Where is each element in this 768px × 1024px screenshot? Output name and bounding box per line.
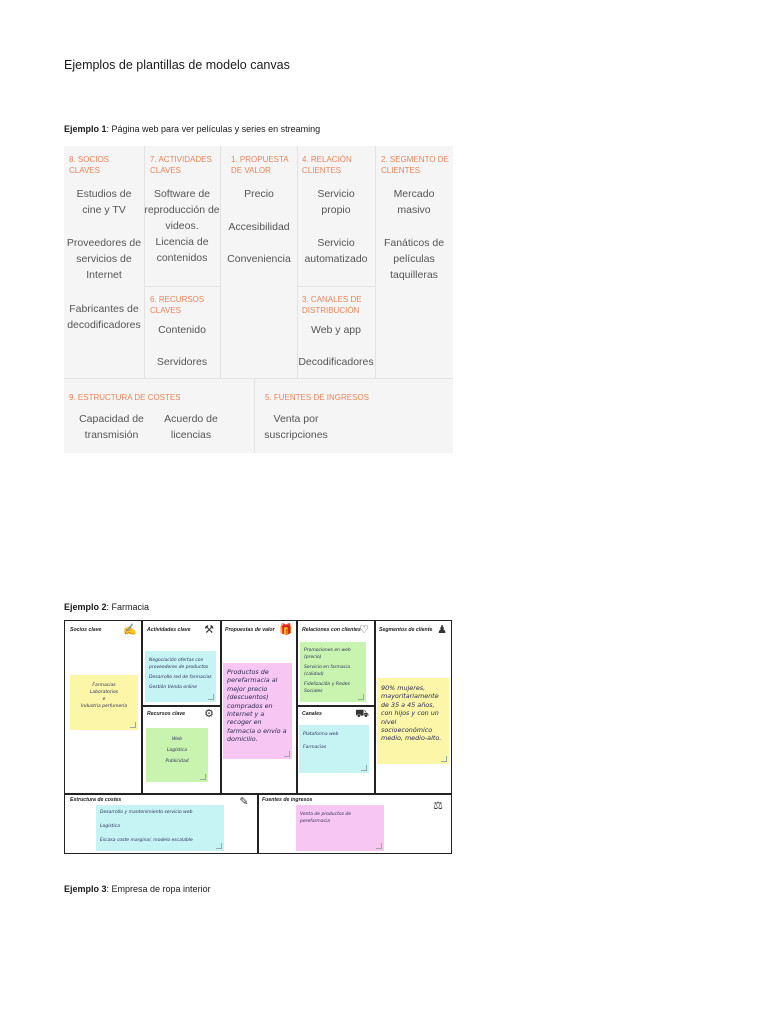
note-propuesta: Productos de perefarmacia al mejor precio (descuentos) comprados en Internet y a recoger en farmacia o envío a domicilio. (223, 663, 292, 759)
segmentos-label: Segmentos de cliente (379, 627, 433, 633)
costes-items: Capacidad de transmisión (79, 413, 144, 441)
person-icon: ♟ (437, 624, 447, 636)
ingresos-label: Fuentes de ingresos (262, 797, 313, 803)
socios-label: Socios clave (70, 627, 102, 633)
example2-label: Ejemplo 2 (64, 602, 107, 612)
note-ingresos: Venta de productos de perefarmacia (296, 805, 384, 851)
note-actividades: Negociación ofertas con proveedores de productos Desarrollo red de farmacias Gestión tienda online (145, 651, 216, 702)
handshake-icon: ✍ (123, 624, 137, 636)
note-costes: Desarrollo y mantenimiento servicio web Logística Escasa coste marginal, modelo escalable (96, 805, 224, 851)
note-socios: Farmacias Laboratorios e Industria perfumería (70, 675, 138, 730)
price-tag-icon: ✎ (239, 796, 249, 808)
canvas-example-1: 8. SOCIOS CLAVES Estudios de cine y TV Proveedores de servicios de Internet Fabricantes de decodificadores 7. ACTIVIDADES CLAVES Software de reproducción de videos. Licencia de contenidos 6. RECURSOS CLAVES Contenido Servidores 1. PROPUESTA DE VALOR Precio Accesibilidad Conveniencia 4. RELACIÓN CLIENTES Servicio propio Servicio automatizado 3. CANALES DE DISTRIBUCIÓN Web y app Decodificadores 2. SEGMENTO DE CLIENTES Mercado masivo Fanáticos de películas taquilleras 9. ESTRUCTURA DE COSTES Capacidad de transmisión Acuerdo de licencias 5. FUENTES DE INGRESOS Venta por suscripciones (64, 146, 453, 453)
gift-icon: 🎁 (279, 624, 293, 636)
example2-heading (64, 602, 149, 612)
relaciones-label: Relaciones con clientes (302, 627, 361, 633)
actividades-label: Actividades clave (147, 627, 191, 633)
example1-label: Ejemplo 1 (64, 124, 107, 134)
propuesta-header: 1. PROPUESTA DE VALOR (231, 155, 289, 175)
note-canales: Plataforma web Farmacias (299, 725, 369, 773)
truck-icon: ⛟ (355, 708, 369, 720)
note-segmentos: 90% mujeres, mayoritariamente de 35 a 45 años, con hijos y con un nivel socioeconómico medio, medio-alto. (377, 678, 449, 764)
socios-header: 8. SOCIOS CLAVES (69, 155, 110, 175)
example3-label: Ejemplo 3 (64, 884, 107, 894)
canales-header: 3. CANALES DE DISTRIBUCIÓN (302, 295, 362, 315)
recursos-items: Contenido (158, 324, 206, 336)
ingresos-items: Venta por suscripciones (264, 413, 328, 441)
actividades-header: 7. ACTIVIDADES CLAVES (150, 155, 212, 175)
recursos-header: 6. RECURSOS CLAVES (150, 295, 205, 315)
example2-text: : Farmacia (106, 602, 150, 612)
socios-items: Estudios de cine y TV (76, 188, 132, 216)
relacion-header: 4. RELACIÓN CLIENTES (302, 155, 352, 175)
worker-icon: ⚒ (204, 624, 214, 636)
relacion-items: Servicio propio (317, 188, 355, 216)
canales-items: Web y app (310, 324, 361, 336)
example3-text: : Empresa de ropa interior (106, 884, 211, 894)
actividades-items: Software de reproducción de videos. Licencia de contenidos (144, 188, 220, 264)
money-bag-icon: ⚖ (433, 800, 443, 812)
segmento-items: Mercado masivo (393, 188, 435, 216)
propuesta-items: Precio (244, 188, 274, 200)
segmento-header: 2. SEGMENTO DE CLIENTES (381, 155, 449, 175)
ingresos-header: 5. FUENTES DE INGRESOS (265, 393, 370, 402)
costes-label: Estructura de costes (70, 797, 122, 803)
canales-label: Canales (302, 711, 322, 717)
example1-heading (64, 124, 320, 134)
note-recursos: Web Logística Publicidad (146, 728, 208, 782)
document-title: Ejemplos de plantillas de modelo canvas (64, 58, 290, 72)
heart-icon: ♡ (359, 624, 369, 636)
factory-icon: ⚙ (204, 708, 214, 720)
example3-heading (64, 884, 211, 894)
costes-header: 9. ESTRUCTURA DE COSTES (69, 393, 181, 402)
recursos-label: Recursos clave (147, 711, 186, 717)
example1-text: : Página web para ver películas y series en streaming (106, 124, 321, 134)
note-relaciones: Promociones en web (precio) Servicio en farmacia (calidad) Fidelización y Redes Sociales (300, 642, 366, 702)
canvas-example-2 (64, 620, 452, 854)
propuesta-label: Propuestas de valor (225, 627, 275, 633)
